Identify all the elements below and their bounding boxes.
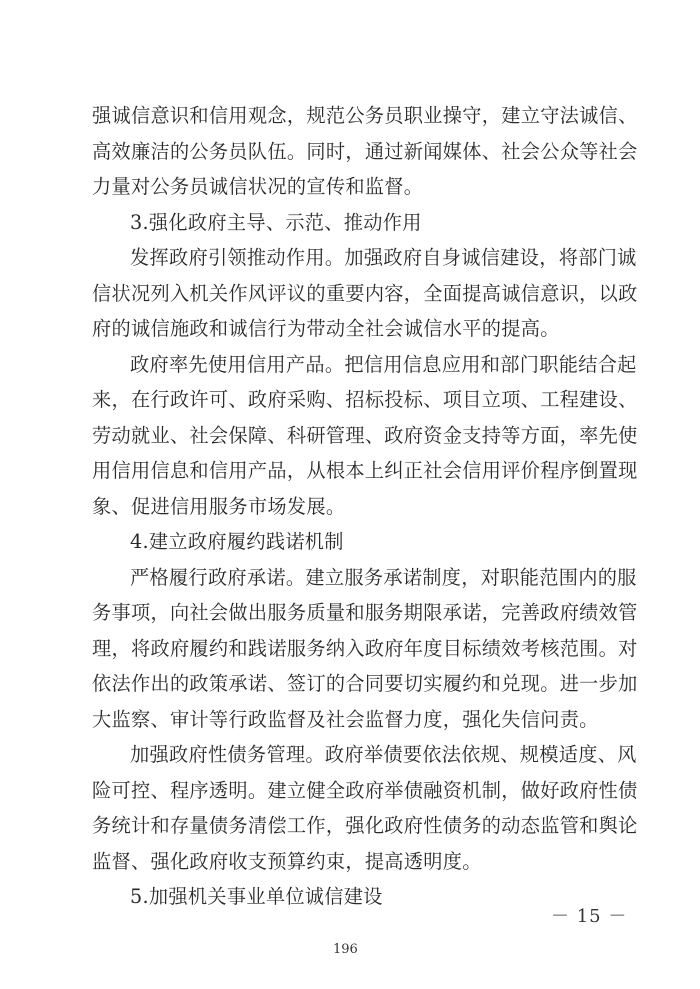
text-line: 力量对公务员诚信状况的宣传和监督。 <box>92 175 424 198</box>
text-line: 府的诚信施政和诚信行为带动全社会诚信水平的提高。 <box>92 317 560 340</box>
text-line: 信状况列入机关作风评议的重要内容，全面提高诚信意识，以政 <box>92 281 638 305</box>
paragraph-start-line: 加强政府性债务管理。政府举债要依法依规、规模适度、风 <box>130 743 637 766</box>
folio-number: 196 <box>333 942 358 957</box>
text-line: 务统计和存量债务清偿工作，强化政府性债务的动态监管和舆论 <box>92 814 638 837</box>
paragraph-start-line: 严格履行政府承诺。建立服务承诺制度，对职能范围内的服 <box>130 565 637 589</box>
page-number: － 15 － <box>551 906 628 927</box>
text-line: 大监察、审计等行政监督及社会监督力度，强化失信问责。 <box>92 707 599 731</box>
text-line: 劳动就业、社会保障、科研管理、政府资金支持等方面，率先使 <box>92 423 638 447</box>
text-line: 险可控、程序透明。建立健全政府举债融资机制，做好政府性债 <box>92 778 638 802</box>
text-line: 理，将政府履约和践诺服务纳入政府年度目标绩效考核范围。对 <box>92 636 638 660</box>
paragraph-start-line: 3.强化政府主导、示范、推动作用 <box>130 210 422 234</box>
paragraph-start-line: 政府率先使用信用产品。把信用信息应用和部门职能结合起 <box>130 352 637 376</box>
text-line: 依法作出的政策承诺、签订的合同要切实履约和兑现。进一步加 <box>92 672 638 695</box>
text-line: 务事项，向社会做出服务质量和服务期限承诺，完善政府绩效管 <box>92 601 638 624</box>
paragraph-start-line: 4.建立政府履约践诺机制 <box>130 530 344 553</box>
text-line: 用信用信息和信用产品，从根本上纠正社会信用评价程序倒置现 <box>92 459 638 482</box>
text-line: 来，在行政许可、政府采购、招标投标、项目立项、工程建设、 <box>92 388 638 411</box>
paragraph-start-line: 5.加强机关事业单位诚信建设 <box>130 885 383 908</box>
text-line: 监督、强化政府收支预算约束，提高透明度。 <box>92 849 482 873</box>
paragraph-start-line: 发挥政府引领推动作用。加强政府自身诚信建设，将部门诚 <box>130 246 637 269</box>
text-line: 高效廉洁的公务员队伍。同时，通过新闻媒体、社会公众等社会 <box>92 139 638 163</box>
text-line: 强诚信意识和信用观念，规范公务员职业操守，建立守法诚信、 <box>92 104 638 127</box>
body-text <box>92 98 638 915</box>
text-line: 象、促进信用服务市场发展。 <box>92 494 346 518</box>
